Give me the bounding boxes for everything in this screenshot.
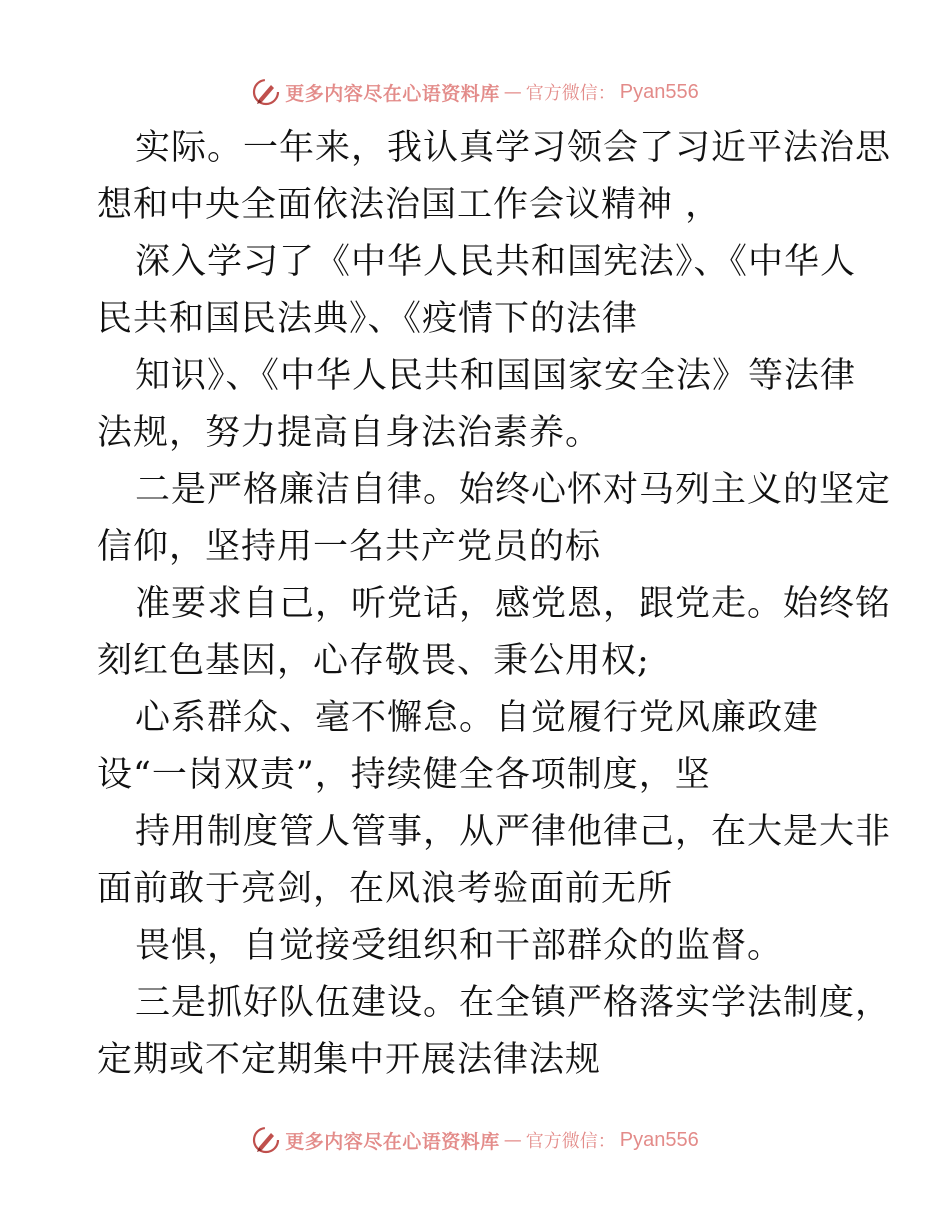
- text-line: 持用制度管人管事，从严律他律己，在大是大非: [135, 812, 892, 852]
- header-watermark: [0, 72, 950, 112]
- footer-watermark: [0, 1120, 950, 1160]
- watermark-sub-text: 官方微信：: [525, 83, 616, 104]
- text-line: 法规，努力提高自身法治素养。: [97, 413, 602, 453]
- watermark-wechat-id: Pyan556: [619, 1128, 699, 1151]
- watermark-wechat-id: Pyan556: [619, 80, 699, 103]
- watermark-main-text: 更多内容尽在心语资料库: [285, 82, 500, 105]
- text-line: 知识》、《中华人民共和国国家安全法》等法律: [135, 356, 857, 396]
- watermark: [251, 1125, 698, 1155]
- text-line: 畏惧，自觉接受组织和干部群众的监督。: [135, 926, 784, 966]
- text-line: 心系群众、毫不懈怠。自觉履行党风廉政建: [135, 698, 820, 738]
- text-line: 深入学习了《中华人民共和国宪法》、《中华人: [135, 242, 857, 282]
- watermark-dash: —: [503, 81, 522, 103]
- text-line: 刻红色基因，心存敬畏、秉公用权;: [97, 641, 650, 681]
- pen-logo-icon: [251, 1125, 281, 1155]
- text-line: 信仰，坚持用一名共产党员的标: [97, 527, 602, 567]
- text-line: 二是严格廉洁自律。始终心怀对马列主义的坚定: [135, 470, 892, 510]
- text-line: 定期或不定期集中开展法律法规: [97, 1040, 602, 1080]
- watermark: [251, 77, 698, 107]
- watermark-main-text: 更多内容尽在心语资料库: [285, 1130, 500, 1153]
- text-line: 民共和国民法典》、《疫情下的法律: [97, 299, 639, 339]
- text-line: 三是抓好队伍建设。在全镇严格落实学法制度，: [135, 983, 892, 1023]
- text-line: 面前敢于亮剑，在风浪考验面前无所: [97, 869, 674, 909]
- pen-logo-icon: [251, 77, 281, 107]
- document-body: [97, 120, 892, 1089]
- text-line: 实际。一年来，我认真学习领会了习近平法治思: [135, 128, 892, 168]
- text-line: 设“一岗双责”，持续健全各项制度，坚: [97, 755, 711, 795]
- watermark-sub-text: 官方微信：: [525, 1131, 616, 1152]
- text-line: 想和中央全面依法治国工作会议精神 ，: [97, 185, 722, 225]
- text-line: 准要求自己，听党话，感党恩，跟党走。始终铭: [135, 584, 892, 624]
- watermark-dash: —: [503, 1129, 522, 1151]
